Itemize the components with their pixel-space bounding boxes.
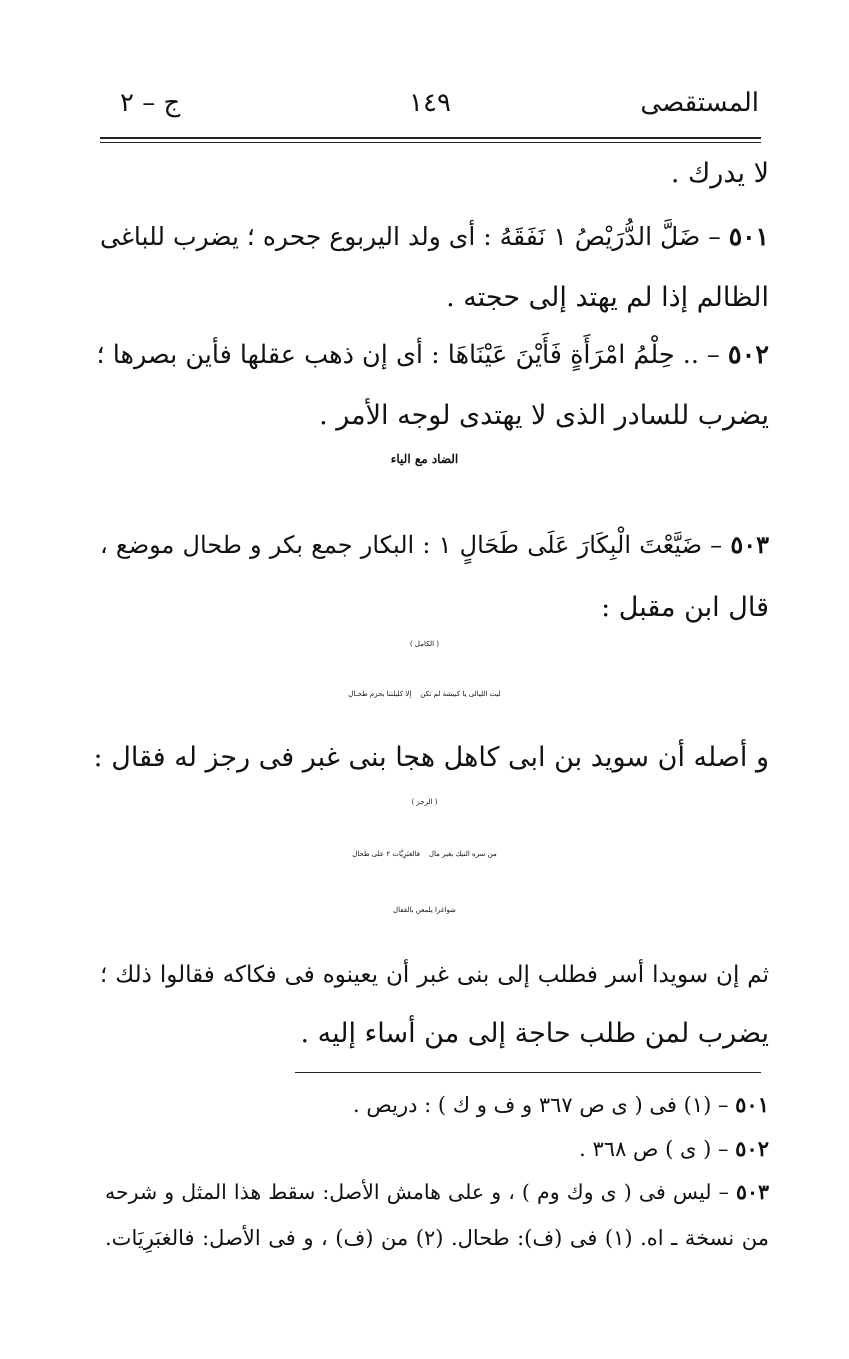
footnote-503-line-2: من نسخة ـ اه. (١) فى (ف): طحال. (٢) من (ف) ، و فى الأصل: فالغبَرِيَات. (105, 1226, 769, 1250)
footnote-503-line-1 (105, 1180, 769, 1204)
entry-503-line-1 (100, 530, 769, 559)
entry-number: ٥٠٣ (730, 530, 769, 559)
entry-text: – ضَلَّ الدُّرَيْصُ ١ نَفَقَهُ : أى ولد اليربوع جحره ؛ يضرب للباغى (100, 222, 721, 251)
footnote-text: – (١) فى ( ى ص ٣٦٧ و ف و ك ) : دريص . (353, 1093, 729, 1117)
footnote-separator (295, 1072, 761, 1073)
entry-number: ٥٠٢ (727, 340, 769, 370)
footnote-text: – ( ى ) ص ٣٦٨ . (579, 1137, 729, 1161)
meter-label: ( الرجز ) (411, 798, 438, 806)
footnote-number: ٥٠١ (735, 1092, 769, 1117)
meter-label: ( الكامل ) (409, 640, 440, 648)
footnote-number: ٥٠٢ (735, 1136, 769, 1161)
header-title: المستقصى (640, 88, 759, 118)
text-line: لا يدرك . (670, 158, 769, 189)
entry-text: – ضَيَّعْتَ الْبِكَارَ عَلَى طَحَالٍ ١ : البكار جمع بكر و طحال موضع ، (100, 531, 723, 559)
entry-503-line-4: ثم إن سويدا أسر فطلب إلى بنى غبر أن يعينوه فى فكاكه فقالوا ذلك ؛ (100, 962, 769, 988)
entry-number: ٥٠١ (728, 222, 769, 251)
footnote-501 (353, 1092, 769, 1117)
entry-503-line-2: قال ابن مقبل : (601, 592, 769, 623)
footnote-number: ٥٠٣ (735, 1180, 769, 1204)
entry-503-line-5: يضرب لمن طلب حاجة إلى من أساء إليه . (300, 1018, 769, 1049)
entry-502-line-2: يضرب للسادر الذى لا يهتدى لوجه الأمر . (319, 400, 769, 431)
header-volume: ج – ٢ (120, 88, 181, 118)
section-heading: الضاد مع الياء (390, 452, 459, 466)
header-page-number: ١٤٩ (409, 88, 451, 118)
header-rule-thick (100, 137, 761, 139)
verse-line: شواغرا يلمعن بالقفال (393, 906, 456, 914)
entry-502-line-1 (98, 340, 769, 370)
verse-line: ليت الليالى يا كبيشة لم تكن إلا كليلتنا بحزم طحـال (348, 690, 501, 698)
entry-501-line-2: الظالم إذا لم يهتد إلى حجته . (446, 282, 769, 313)
footnote-text: – ليس فى ( ى وك وم ) ، و على هامش الأصل: سقط هذا المثل و شرحه (105, 1180, 729, 1204)
entry-text: – .. حِلْمُ امْرَأَةٍ فَأَيْنَ عَيْنَاهَا : أى إن ذهب عقلها فأين بصرها ؛ (96, 340, 720, 370)
footnote-502 (579, 1136, 769, 1161)
entry-503-line-3: و أصله أن سويد بن ابى كاهل هجا بنى غبر فى رجز له فقال : (93, 742, 769, 773)
verse-line: من سره النيك بغير مال فالغبَرِيَّات ٢ على طحال (352, 850, 497, 858)
header-rule-thin (100, 142, 761, 143)
entry-501-line-1 (100, 222, 769, 251)
